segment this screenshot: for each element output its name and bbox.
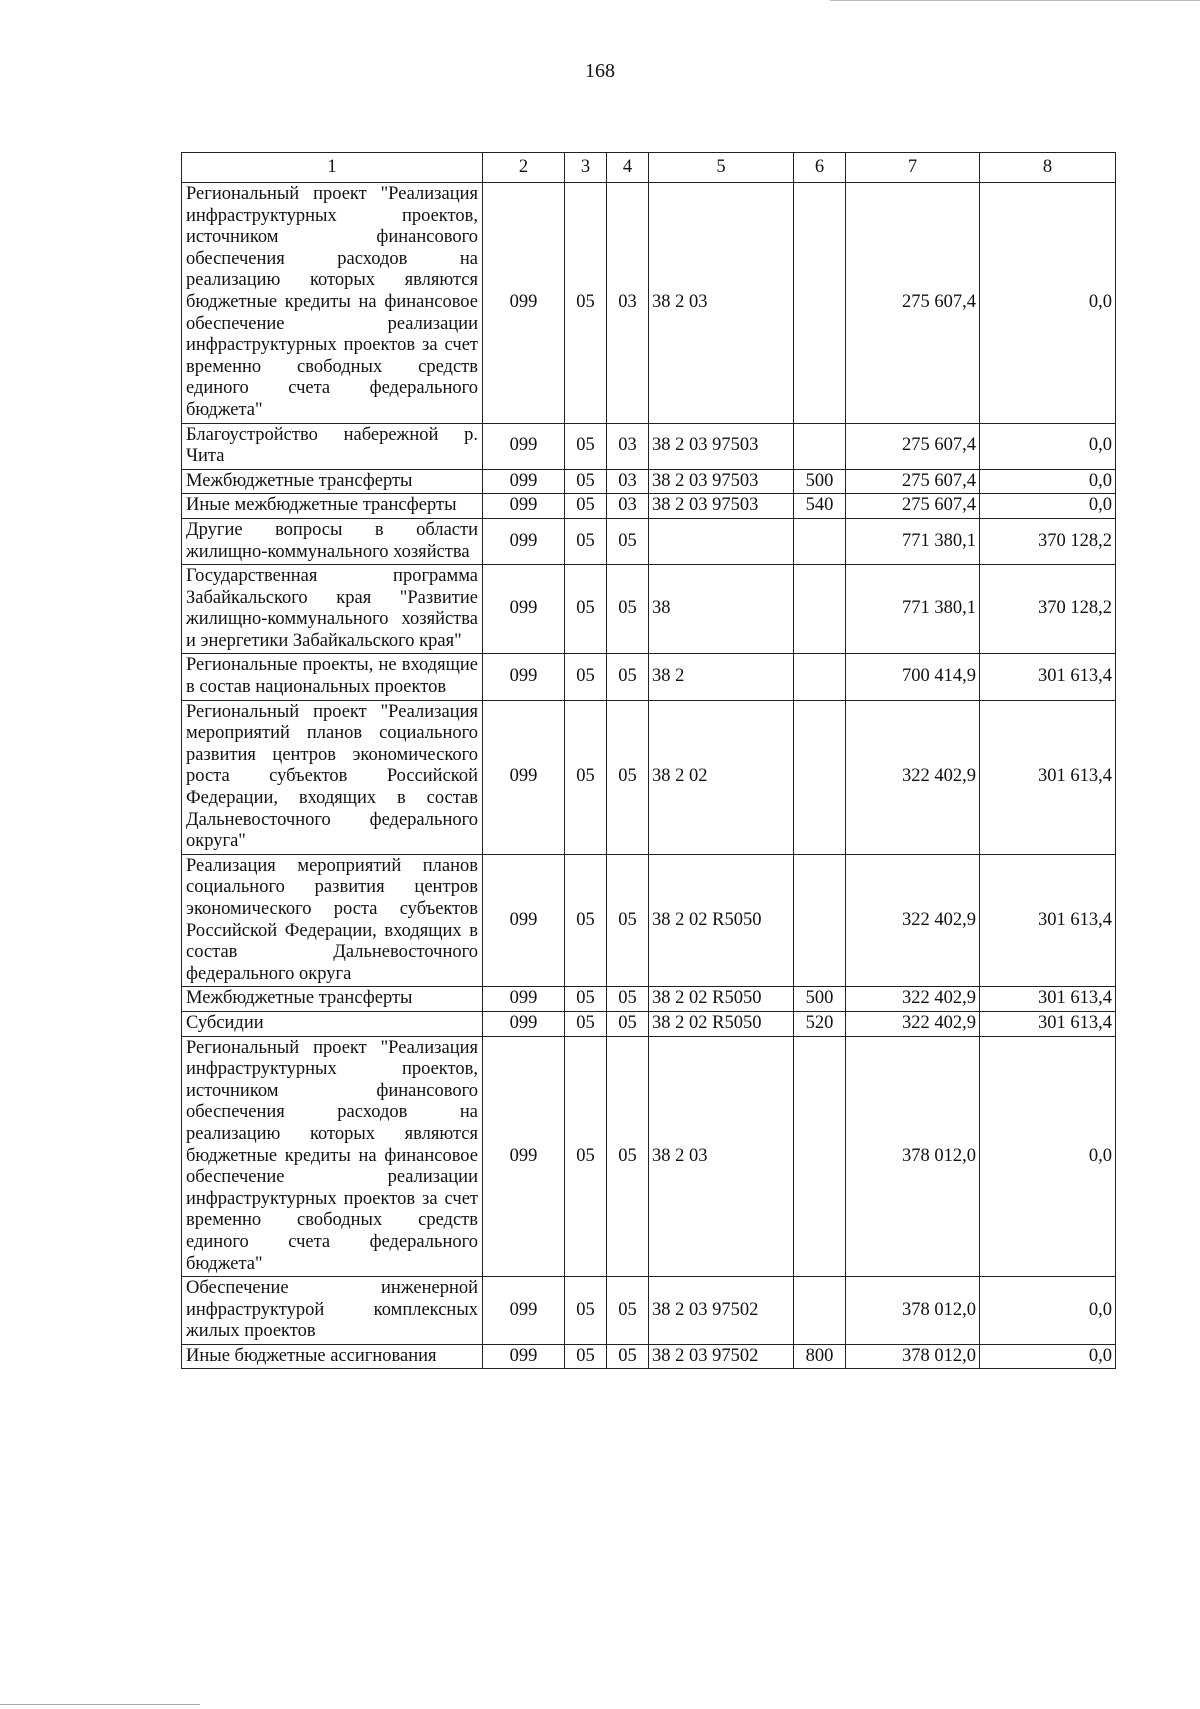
amount-cell: 301 613,4 <box>980 700 1116 854</box>
amount-cell: 322 402,9 <box>846 1011 980 1036</box>
ministry-code-cell: 099 <box>483 1011 565 1036</box>
subsection-code-cell: 03 <box>607 423 649 469</box>
table-row <box>182 987 1116 1012</box>
scan-artifact-line <box>830 0 1200 1</box>
ministry-code-cell: 099 <box>483 1036 565 1277</box>
ministry-code-cell: 099 <box>483 183 565 424</box>
subsection-code-cell: 05 <box>607 987 649 1012</box>
amount-cell: 0,0 <box>980 494 1116 519</box>
table-row <box>182 423 1116 469</box>
amount-cell: 0,0 <box>980 1344 1116 1369</box>
ministry-code-cell: 099 <box>483 565 565 654</box>
section-code-cell: 05 <box>565 654 607 700</box>
table-row <box>182 1011 1116 1036</box>
row-name-cell: Благоустройство набережной р. Чита <box>182 423 483 469</box>
amount-cell: 301 613,4 <box>980 1011 1116 1036</box>
table-header-row <box>182 153 1116 183</box>
row-name-cell: Региональный проект "Реализация мероприятий планов социального развития центров экономического роста субъектов Российской Федерации, входящих в состав Дальневосточного федерального округа" <box>182 700 483 854</box>
amount-cell: 700 414,9 <box>846 654 980 700</box>
ministry-code-cell: 099 <box>483 494 565 519</box>
ministry-code-cell: 099 <box>483 854 565 987</box>
expense-type-cell: 800 <box>794 1344 846 1369</box>
header-cell: 4 <box>607 153 649 183</box>
amount-cell: 322 402,9 <box>846 700 980 854</box>
amount-cell: 771 380,1 <box>846 518 980 564</box>
subsection-code-cell: 05 <box>607 1036 649 1277</box>
row-name-cell: Государственная программа Забайкальского края "Развитие жилищно-коммунального хозяйства и энергетики Забайкальского края" <box>182 565 483 654</box>
row-name-cell: Межбюджетные трансферты <box>182 469 483 494</box>
subsection-code-cell: 05 <box>607 1277 649 1345</box>
expense-type-cell <box>794 1036 846 1277</box>
subsection-code-cell: 03 <box>607 183 649 424</box>
ministry-code-cell: 099 <box>483 654 565 700</box>
header-cell: 2 <box>483 153 565 183</box>
section-code-cell: 05 <box>565 854 607 987</box>
amount-cell: 0,0 <box>980 1036 1116 1277</box>
row-name-cell: Субсидии <box>182 1011 483 1036</box>
expense-type-cell <box>794 654 846 700</box>
amount-cell: 275 607,4 <box>846 183 980 424</box>
section-code-cell: 05 <box>565 423 607 469</box>
table-row <box>182 494 1116 519</box>
section-code-cell: 05 <box>565 518 607 564</box>
subsection-code-cell: 03 <box>607 469 649 494</box>
ministry-code-cell: 099 <box>483 700 565 854</box>
amount-cell: 771 380,1 <box>846 565 980 654</box>
subsection-code-cell: 05 <box>607 700 649 854</box>
section-code-cell: 05 <box>565 700 607 854</box>
scan-artifact-line <box>0 1704 200 1705</box>
section-code-cell: 05 <box>565 1344 607 1369</box>
row-name-cell: Иные межбюджетные трансферты <box>182 494 483 519</box>
target-article-cell: 38 2 03 97502 <box>649 1344 794 1369</box>
expense-type-cell <box>794 565 846 654</box>
amount-cell: 275 607,4 <box>846 494 980 519</box>
ministry-code-cell: 099 <box>483 423 565 469</box>
header-cell: 5 <box>649 153 794 183</box>
row-name-cell: Региональные проекты, не входящие в состав национальных проектов <box>182 654 483 700</box>
header-cell: 7 <box>846 153 980 183</box>
table-row <box>182 1277 1116 1345</box>
header-cell: 1 <box>182 153 483 183</box>
table-row <box>182 1036 1116 1277</box>
target-article-cell: 38 2 03 <box>649 183 794 424</box>
ministry-code-cell: 099 <box>483 518 565 564</box>
row-name-cell: Межбюджетные трансферты <box>182 987 483 1012</box>
expense-type-cell: 540 <box>794 494 846 519</box>
header-cell: 3 <box>565 153 607 183</box>
row-name-cell: Другие вопросы в области жилищно-коммунального хозяйства <box>182 518 483 564</box>
target-article-cell: 38 2 03 97503 <box>649 423 794 469</box>
subsection-code-cell: 03 <box>607 494 649 519</box>
amount-cell: 301 613,4 <box>980 654 1116 700</box>
amount-cell: 0,0 <box>980 469 1116 494</box>
target-article-cell: 38 2 03 <box>649 1036 794 1277</box>
row-name-cell: Региональный проект "Реализация инфраструктурных проектов, источником финансового обеспечения расходов на реализацию которых являются бюджетные кредиты на финансовое обеспечение реализации инфраструктурных проектов за счет временно свободных средств единого счета федерального бюджета" <box>182 183 483 424</box>
target-article-cell: 38 2 <box>649 654 794 700</box>
section-code-cell: 05 <box>565 1011 607 1036</box>
expense-type-cell <box>794 1277 846 1345</box>
section-code-cell: 05 <box>565 183 607 424</box>
table-row <box>182 700 1116 854</box>
expense-type-cell: 500 <box>794 987 846 1012</box>
subsection-code-cell: 05 <box>607 565 649 654</box>
target-article-cell: 38 2 02 R5050 <box>649 1011 794 1036</box>
table-row <box>182 469 1116 494</box>
ministry-code-cell: 099 <box>483 1277 565 1345</box>
target-article-cell: 38 2 03 97502 <box>649 1277 794 1345</box>
subsection-code-cell: 05 <box>607 1344 649 1369</box>
row-name-cell: Обеспечение инженерной инфраструктурой комплексных жилых проектов <box>182 1277 483 1345</box>
expense-type-cell <box>794 700 846 854</box>
page-number: 168 <box>585 60 615 82</box>
target-article-cell: 38 2 03 97503 <box>649 494 794 519</box>
amount-cell: 378 012,0 <box>846 1344 980 1369</box>
ministry-code-cell: 099 <box>483 987 565 1012</box>
table-row <box>182 518 1116 564</box>
table-row <box>182 183 1116 424</box>
target-article-cell <box>649 518 794 564</box>
section-code-cell: 05 <box>565 987 607 1012</box>
amount-cell: 378 012,0 <box>846 1277 980 1345</box>
expense-type-cell <box>794 518 846 564</box>
target-article-cell: 38 2 02 R5050 <box>649 854 794 987</box>
subsection-code-cell: 05 <box>607 654 649 700</box>
section-code-cell: 05 <box>565 565 607 654</box>
amount-cell: 322 402,9 <box>846 854 980 987</box>
amount-cell: 0,0 <box>980 1277 1116 1345</box>
amount-cell: 301 613,4 <box>980 987 1116 1012</box>
expense-type-cell <box>794 423 846 469</box>
header-cell: 6 <box>794 153 846 183</box>
expense-type-cell: 520 <box>794 1011 846 1036</box>
amount-cell: 322 402,9 <box>846 987 980 1012</box>
budget-table <box>181 152 1116 1369</box>
expense-type-cell: 500 <box>794 469 846 494</box>
amount-cell: 301 613,4 <box>980 854 1116 987</box>
section-code-cell: 05 <box>565 1036 607 1277</box>
amount-cell: 378 012,0 <box>846 1036 980 1277</box>
target-article-cell: 38 2 03 97503 <box>649 469 794 494</box>
table-row <box>182 1344 1116 1369</box>
target-article-cell: 38 <box>649 565 794 654</box>
row-name-cell: Иные бюджетные ассигнования <box>182 1344 483 1369</box>
subsection-code-cell: 05 <box>607 1011 649 1036</box>
expense-type-cell <box>794 854 846 987</box>
section-code-cell: 05 <box>565 469 607 494</box>
ministry-code-cell: 099 <box>483 1344 565 1369</box>
header-cell: 8 <box>980 153 1116 183</box>
table-row <box>182 565 1116 654</box>
target-article-cell: 38 2 02 <box>649 700 794 854</box>
amount-cell: 370 128,2 <box>980 565 1116 654</box>
row-name-cell: Реализация мероприятий планов социального развития центров экономического роста субъектов Российской Федерации, входящих в состав Дальневосточного федерального округа <box>182 854 483 987</box>
amount-cell: 275 607,4 <box>846 469 980 494</box>
row-name-cell: Региональный проект "Реализация инфраструктурных проектов, источником финансового обеспечения расходов на реализацию которых являются бюджетные кредиты на финансовое обеспечение реализации инфраструктурных проектов за счет временно свободных средств единого счета федерального бюджета" <box>182 1036 483 1277</box>
table-row <box>182 854 1116 987</box>
ministry-code-cell: 099 <box>483 469 565 494</box>
expense-type-cell <box>794 183 846 424</box>
subsection-code-cell: 05 <box>607 854 649 987</box>
amount-cell: 275 607,4 <box>846 423 980 469</box>
section-code-cell: 05 <box>565 494 607 519</box>
table-row <box>182 654 1116 700</box>
amount-cell: 0,0 <box>980 423 1116 469</box>
target-article-cell: 38 2 02 R5050 <box>649 987 794 1012</box>
section-code-cell: 05 <box>565 1277 607 1345</box>
subsection-code-cell: 05 <box>607 518 649 564</box>
amount-cell: 0,0 <box>980 183 1116 424</box>
amount-cell: 370 128,2 <box>980 518 1116 564</box>
